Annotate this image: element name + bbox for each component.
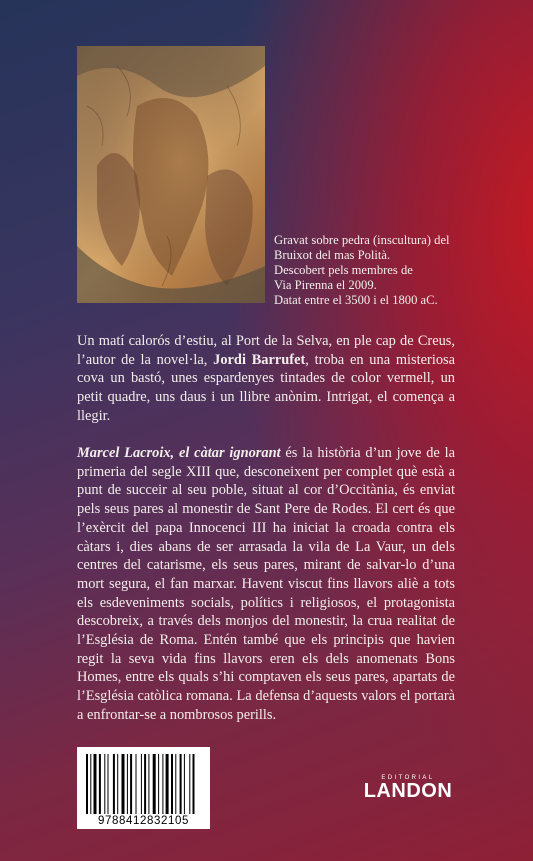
isbn-barcode <box>77 747 210 829</box>
caption-line: Descobert pels membres de <box>274 263 413 277</box>
barcode-bars <box>86 754 201 814</box>
synopsis-text: és la història d’un jove de la primeria del segle XIII que, desconeixent per complet què està a punt de succeir al seu poble, situat al cor d’Occitània, és enviat pels seus pares al monestir de Sant Pere de Rodes. El cert és que l’exèrcit del papa Innocenci III ha iniciat la croada contra els càtars i, dies abans de ser arrasada la vila de La Vaur, un dels centres del catarisme, els seus pares, mirant de salvar-lo d’una mort segura, el fan marxar. Havent viscut fins llavors aliè a tots els esdeveniments socials, polítics i religiosos, el protagonista descobreix, a través dels monjos del monestir, la crua realitat de l’Església de Roma. Entén també que els principis que havien regit la seva vida fins llavors eren els dels anomenats Bons Homes, entre els quals s’hi comptaven els seus pares, apartats de l’Església catòlica romana. La defensa d’aquests valors el portarà a enfrontar-se a nombrosos perills. <box>77 445 456 723</box>
book-title: Marcel Lacroix, el càtar ignorant <box>77 445 281 461</box>
publisher-label: EDITORIAL <box>381 775 435 781</box>
synopsis-paragraph <box>77 444 455 725</box>
publisher-logo <box>356 775 460 801</box>
caption-line: Gravat sobre pedra (inscultura) del <box>274 233 450 247</box>
intro-after: , troba en una misteriosa cova un bastó, unes espardenyes tintades de color vermell, un petit quadre, uns daus i un llibre anònim. Intrigat, el comença a llegir. <box>77 351 455 424</box>
isbn-number: 9788412832105 <box>98 815 189 827</box>
photo-caption <box>274 233 474 308</box>
author-name: Jordi Barrufet <box>213 351 306 368</box>
cover-photo-rock-engraving <box>77 46 265 303</box>
intro-paragraph <box>77 332 455 426</box>
caption-line: Bruixot del mas Polità. <box>274 248 391 262</box>
intro-before: Un matí calorós d’estiu, al Port de la Selva, en ple cap de Creus, l’autor de la novel·la, <box>77 333 455 368</box>
caption-line: Via Pirenna el 2009. <box>274 278 377 292</box>
caption-line: Datat entre el 3500 i el 1800 aC. <box>274 293 438 307</box>
publisher-name: LANDON <box>363 780 453 802</box>
